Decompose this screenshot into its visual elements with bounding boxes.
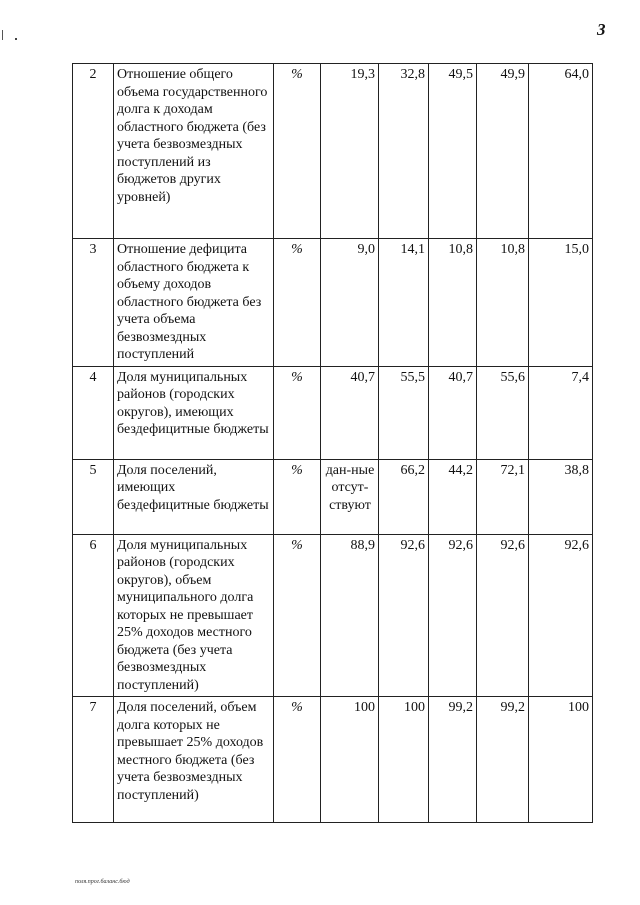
- value-2: 14,1: [379, 239, 429, 367]
- value-1: 19,3: [321, 64, 379, 239]
- value-2: 100: [379, 697, 429, 823]
- row-number: 4: [73, 366, 114, 459]
- value-5: 64,0: [529, 64, 593, 239]
- value-5: 100: [529, 697, 593, 823]
- table-row: [73, 459, 593, 534]
- unit: %: [274, 459, 321, 534]
- value-5: 7,4: [529, 366, 593, 459]
- value-4: 55,6: [477, 366, 529, 459]
- value-5: 38,8: [529, 459, 593, 534]
- indicator-name: Отношение общего объема государственного долга к доходам областного бюджета (без учета безвозмездных поступлений из бюджетов других уровней): [114, 64, 274, 239]
- indicators-table: [72, 63, 593, 823]
- value-1: 88,9: [321, 534, 379, 697]
- value-4: 92,6: [477, 534, 529, 697]
- table-row: [73, 534, 593, 697]
- indicator-name: Доля муниципальных районов (городских округов), имеющих бездефицитные бюджеты: [114, 366, 274, 459]
- value-4: 49,9: [477, 64, 529, 239]
- value-2: 55,5: [379, 366, 429, 459]
- scan-edge-mark: [2, 30, 3, 40]
- table-row: [73, 239, 593, 367]
- value-3: 44,2: [429, 459, 477, 534]
- value-5: 92,6: [529, 534, 593, 697]
- unit: %: [274, 697, 321, 823]
- indicator-name: Доля поселений, объем долга которых не превышает 25% доходов местного бюджета (без учета безвозмездных поступлений): [114, 697, 274, 823]
- unit: %: [274, 534, 321, 697]
- value-3: 10,8: [429, 239, 477, 367]
- row-number: 3: [73, 239, 114, 367]
- scan-dot-mark: [15, 38, 17, 40]
- table-row: [73, 64, 593, 239]
- table-row: [73, 366, 593, 459]
- value-3: 99,2: [429, 697, 477, 823]
- value-2: 32,8: [379, 64, 429, 239]
- value-2: 66,2: [379, 459, 429, 534]
- value-4: 72,1: [477, 459, 529, 534]
- value-4: 10,8: [477, 239, 529, 367]
- footer-file-label: поля.прог.баланс.бюд: [75, 879, 130, 885]
- value-1: дан-ные отсут-ствуют: [321, 459, 379, 534]
- page-number: 3: [597, 20, 606, 39]
- value-5: 15,0: [529, 239, 593, 367]
- value-1: 40,7: [321, 366, 379, 459]
- row-number: 6: [73, 534, 114, 697]
- table-row: [73, 697, 593, 823]
- value-3: 40,7: [429, 366, 477, 459]
- value-4: 99,2: [477, 697, 529, 823]
- indicator-name: Отношение дефицита областного бюджета к объему доходов областного бюджета без учета объема безвозмездных поступлений: [114, 239, 274, 367]
- row-number: 7: [73, 697, 114, 823]
- value-1: 9,0: [321, 239, 379, 367]
- unit: %: [274, 366, 321, 459]
- unit: %: [274, 239, 321, 367]
- value-2: 92,6: [379, 534, 429, 697]
- unit: %: [274, 64, 321, 239]
- value-3: 49,5: [429, 64, 477, 239]
- indicator-name: Доля муниципальных районов (городских округов), объем муниципального долга которых не превышает 25% доходов местного бюджета (без учета безвозмездных поступлений): [114, 534, 274, 697]
- indicator-name: Доля поселений, имеющих бездефицитные бюджеты: [114, 459, 274, 534]
- row-number: 5: [73, 459, 114, 534]
- value-3: 92,6: [429, 534, 477, 697]
- row-number: 2: [73, 64, 114, 239]
- value-1: 100: [321, 697, 379, 823]
